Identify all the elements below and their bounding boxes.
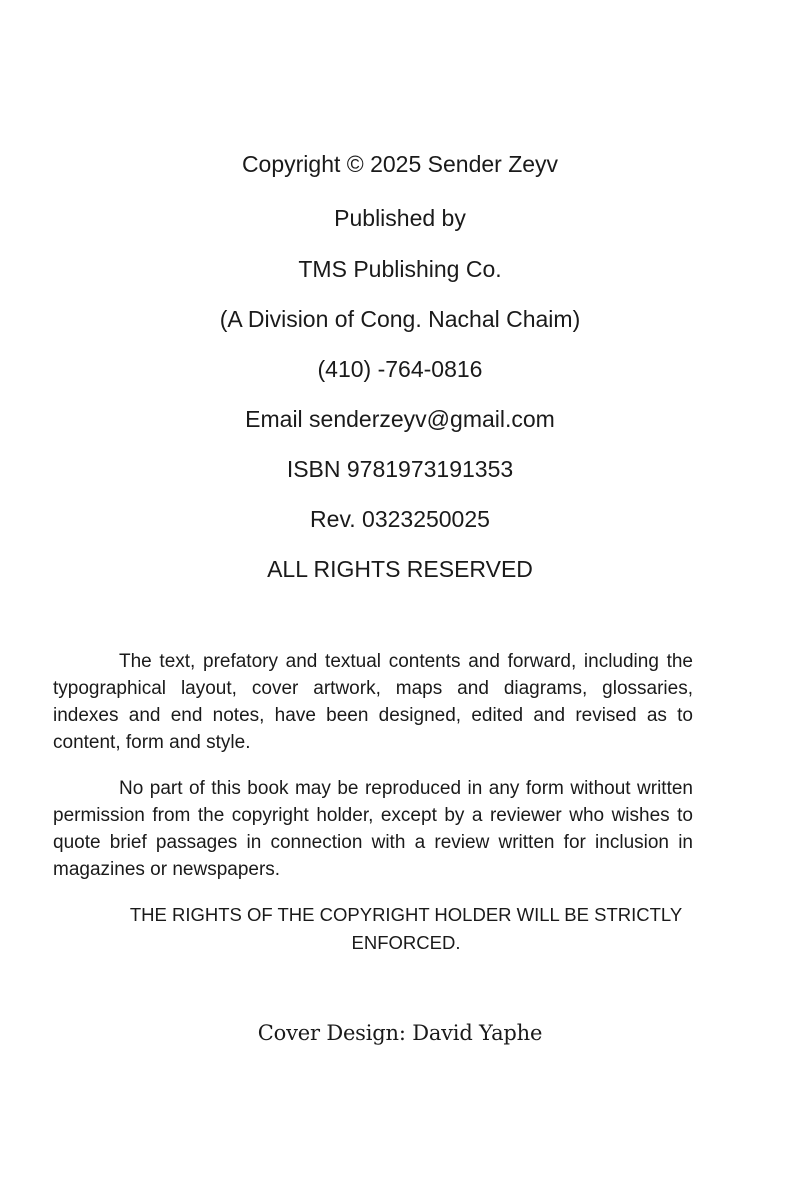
enforcement-notice: THE RIGHTS OF THE COPYRIGHT HOLDER WILL BE STRICTLY ENFORCED.	[129, 904, 683, 953]
design-notice-paragraph: The text, prefatory and textual contents and forward, including the typographical layout, cover artwork, maps and diagrams, glossaries, indexes and end notes, have been designed, edited and revised as to content, form and style.	[53, 651, 693, 753]
reproduction-notice-paragraph: No part of this book may be reproduced in any form without written permission from the copyright holder, except by a reviewer who wishes to quote brief passages in connection with a review written for inclusion in magazines or newspapers.	[53, 778, 693, 880]
publisher-phone: (410) -764-0816	[317, 356, 483, 382]
cover-design-credit: Cover Design: David Yaphe	[257, 1021, 543, 1045]
publisher-division: (A Division of Cong. Nachal Chaim)	[219, 306, 581, 332]
publisher-name: TMS Publishing Co.	[298, 256, 502, 282]
all-rights-reserved: ALL RIGHTS RESERVED	[267, 556, 533, 582]
revision-line: Rev. 0323250025	[310, 506, 490, 532]
copyright-line: Copyright © 2025 Sender Zeyv	[241, 151, 559, 177]
publisher-email: Email senderzeyv@gmail.com	[245, 406, 555, 432]
published-by-line: Published by	[334, 205, 466, 231]
isbn-line: ISBN 9781973191353	[286, 456, 514, 482]
